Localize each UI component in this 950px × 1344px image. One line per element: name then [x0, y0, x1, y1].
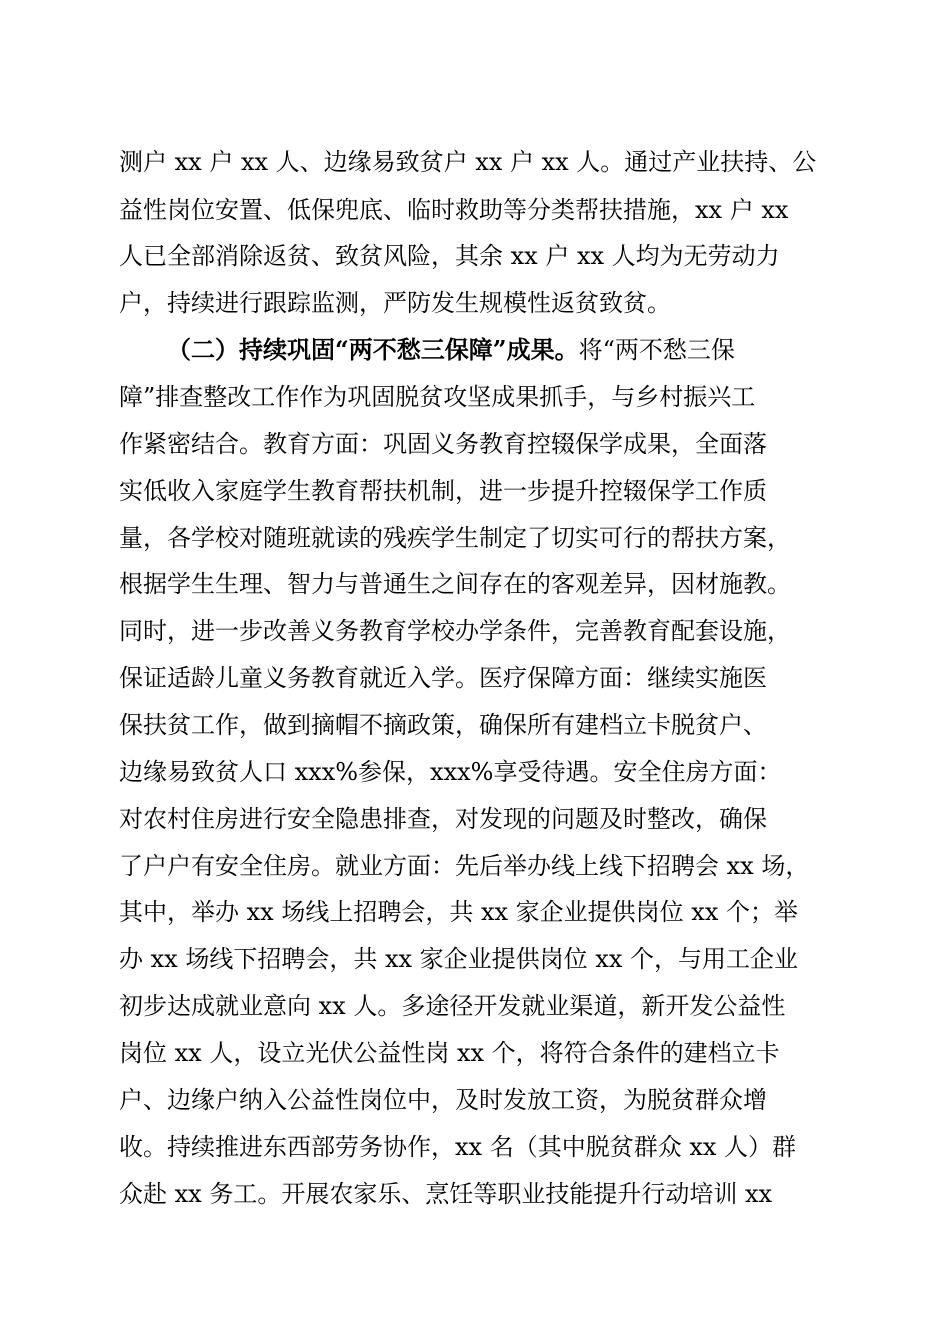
paragraph-line: 对农村住房进行安全隐患排查，对发现的问题及时整改，确保	[119, 805, 767, 833]
paragraph-line: 户，持续进行跟踪监测，严防发生规模性返贫致贫。	[119, 289, 671, 317]
paragraph-line: 收。持续推进东西部劳务协作，xx 名（其中脱贫群众 xx 人）群	[119, 1133, 797, 1161]
paragraph-line: 测户 xx 户 xx 人、边缘易致贫户 xx 户 xx 人。通过产业扶持、公	[119, 148, 817, 176]
paragraph-line: 了户户有安全住房。就业方面：先后举办线上线下招聘会 xx 场，	[119, 852, 810, 880]
paragraph-line: 障”排查整改工作作为巩固脱贫攻坚成果抓手，与乡村振兴工	[119, 383, 756, 411]
paragraph-line: 岗位 xx 人，设立光伏公益性岗 xx 个，将符合条件的建档立卡	[119, 1039, 780, 1067]
paragraph-line: 众赴 xx 务工。开展农家乐、烹饪等职业技能提升行动培训 xx	[119, 1180, 773, 1208]
paragraph-line: 办 xx 场线下招聘会，共 xx 家企业提供岗位 xx 个，与用工企业	[119, 945, 798, 973]
section-heading: （二）持续巩固“两不愁三保障”成果。	[167, 335, 579, 364]
paragraph-line: 保扶贫工作，做到摘帽不摘政策，确保所有建档立卡脱贫户、	[119, 711, 767, 739]
paragraph-line: 户、边缘户纳入公益性岗位中，及时发放工资，为脱贫群众增	[119, 1086, 767, 1114]
paragraph-line: 保证适龄儿童义务教育就近入学。医疗保障方面：继续实施医	[119, 664, 767, 692]
paragraph-line: 同时，进一步改善义务教育学校办学条件，完善教育配套设施，	[119, 617, 791, 645]
paragraph-line: 其中，举办 xx 场线上招聘会，共 xx 家企业提供岗位 xx 个；举	[119, 898, 798, 926]
section-first-line	[167, 329, 839, 371]
section-first-line-text: 将“两不愁三保	[578, 336, 735, 364]
paragraph-line: 人已全部消除返贫、致贫风险，其余 xx 户 xx 人均为无劳动力	[119, 242, 780, 270]
paragraph-line: 益性岗位安置、低保兜底、临时救助等分类帮扶措施，xx 户 xx	[119, 196, 789, 224]
paragraph-line: 作紧密结合。教育方面：巩固义务教育控辍保学成果，全面落	[119, 430, 767, 458]
paragraph-line: 量，各学校对随班就读的残疾学生制定了切实可行的帮扶方案，	[119, 524, 791, 552]
paragraph-line: 边缘易致贫人口 xxx%参保，xxx%享受待遇。安全住房方面：	[119, 758, 782, 786]
paragraph-line: 初步达成就业意向 xx 人。多途径开发就业渠道，新开发公益性	[119, 992, 786, 1020]
paragraph-line: 实低收入家庭学生教育帮扶机制，进一步提升控辍保学工作质	[119, 477, 767, 505]
paragraph-line: 根据学生生理、智力与普通生之间存在的客观差异，因材施教。	[119, 570, 791, 598]
